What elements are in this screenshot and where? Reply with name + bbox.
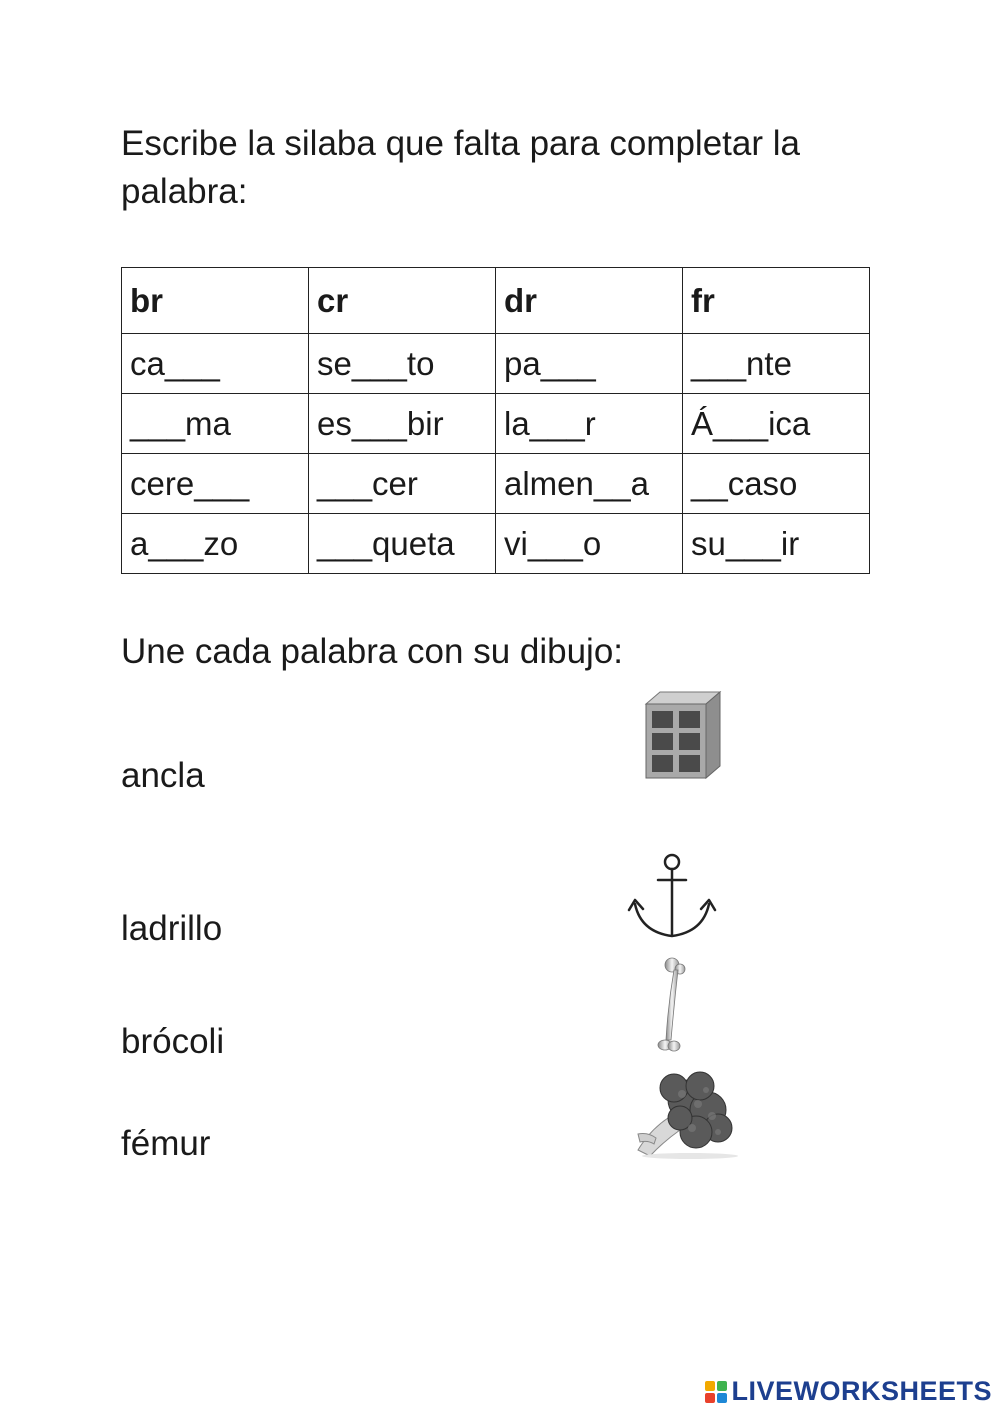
- table-cell[interactable]: se___to: [309, 334, 496, 394]
- brick-image[interactable]: [640, 690, 725, 780]
- femur-bone-image[interactable]: [652, 955, 692, 1055]
- table-header-cell: cr: [309, 268, 496, 334]
- table-cell[interactable]: cere___: [122, 454, 309, 514]
- match-word-ladrillo[interactable]: ladrillo: [121, 909, 223, 948]
- anchor-image[interactable]: [625, 852, 720, 942]
- table-header-cell: br: [122, 268, 309, 334]
- instruction-fill-syllable: Escribe la silaba que falta para completar la palabra:: [121, 124, 800, 211]
- table-row: [122, 394, 870, 454]
- table-cell[interactable]: almen__a: [496, 454, 683, 514]
- table-cell[interactable]: ca___: [122, 334, 309, 394]
- table-header-cell: dr: [496, 268, 683, 334]
- table-cell[interactable]: pa___: [496, 334, 683, 394]
- liveworksheets-logo: [705, 1376, 992, 1407]
- broccoli-image[interactable]: [608, 1070, 740, 1160]
- table-cell[interactable]: la___r: [496, 394, 683, 454]
- table-cell[interactable]: ___cer: [309, 454, 496, 514]
- match-word-ancla[interactable]: ancla: [121, 756, 205, 795]
- liveworksheets-logo-text: LIVEWORKSHEETS: [731, 1376, 992, 1406]
- table-cell[interactable]: ___ma: [122, 394, 309, 454]
- table-row: [122, 514, 870, 574]
- table-cell[interactable]: __caso: [683, 454, 870, 514]
- table-cell[interactable]: es___bir: [309, 394, 496, 454]
- match-word-brocoli[interactable]: brócoli: [121, 1022, 225, 1061]
- table-cell[interactable]: Á___ica: [683, 394, 870, 454]
- table-row: [122, 454, 870, 514]
- instruction-match-words: Une cada palabra con su dibujo:: [121, 632, 624, 671]
- match-word-femur[interactable]: fémur: [121, 1124, 211, 1163]
- table-cell[interactable]: a___zo: [122, 514, 309, 574]
- liveworksheets-logo-icon: [705, 1381, 727, 1403]
- table-row: [122, 334, 870, 394]
- syllable-table: [121, 267, 870, 574]
- table-cell[interactable]: su___ir: [683, 514, 870, 574]
- table-cell[interactable]: ___queta: [309, 514, 496, 574]
- table-header-row: [122, 268, 870, 334]
- table-cell[interactable]: vi___o: [496, 514, 683, 574]
- table-cell[interactable]: ___nte: [683, 334, 870, 394]
- table-header-cell: fr: [683, 268, 870, 334]
